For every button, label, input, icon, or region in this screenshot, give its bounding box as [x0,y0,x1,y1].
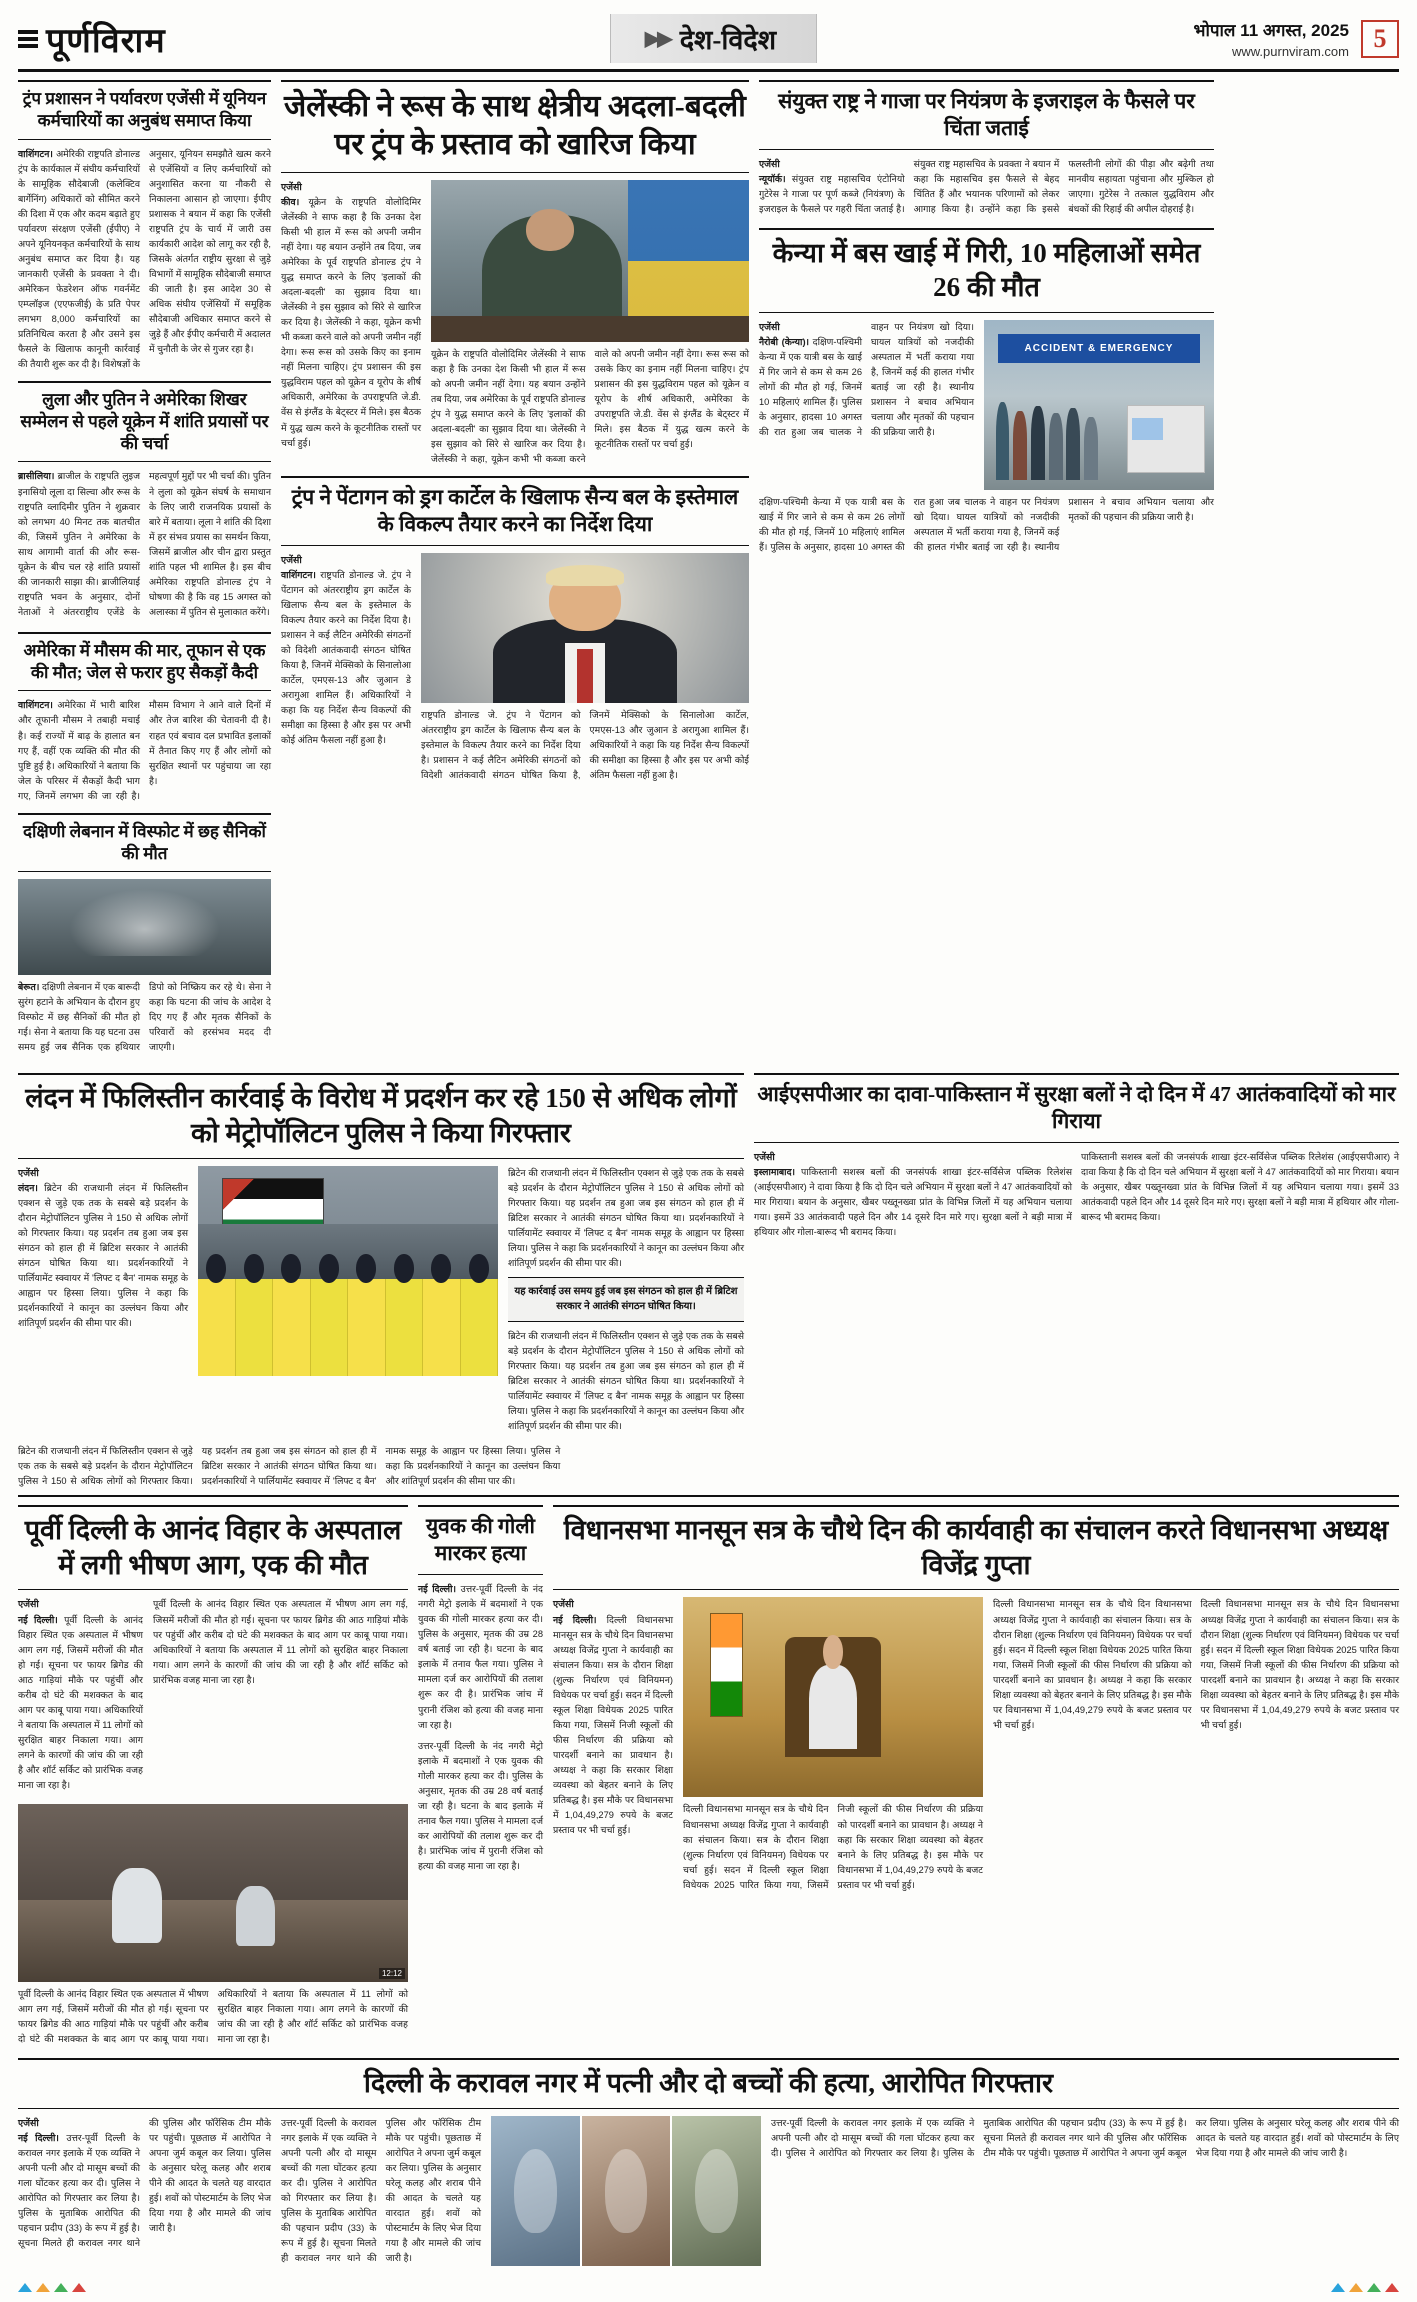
column-center [281,80,749,1067]
text-epa-union: अमेरिकी राष्ट्रपति डोनाल्ड ट्रंप के कार्यकाल में संघीय कर्मचारियों के सामूहिक सौदेबाजी (कलेक्टिव बार्गेनिंग) अधिकारों को सीमित करने की दिशा में एक और कदम बढ़ाते हुए पर्यावरण संरक्षण एजेंसी (ईपीए) ने अपने यूनियनकृत कर्मचारियों के साथ अनुबंध समाप्त कर दिया है। यह जानकारी एजेंसी के प्रवक्ता ने दी। अमेरिकन फेडरेशन ऑफ गवर्नमेंट एम्प्लॉइज (एएफजीई) के प्रति पेपर लगभग 8,000 कर्मचारियों का प्रतिनिधित्व करता है और उसने इस फैसले के खिलाफ कानूनी कार्रवाई की तैयारी शुरू कर दी है। विशेषज्ञों के अनुसार, यूनियन समझौते खत्म करने से एजेंसियों व लिए कर्मचारियों को अनुशासित करना या नौकरी से निकालना आसान हो जाएगा। ईपीए प्रशासक ने बयान में कहा कि एजेंसी राष्ट्रपति ट्रंप के चार्य में जारी उस कार्यकारी आदेश को लागू कर रही है, जिसके अंतर्गत राष्ट्रीय सुरक्षा से जुड़े विभागों में सामूहिक सौदेबाजी समाप्त की जाती है। इस आदेश 30 से अधिक संघीय एजेंसियों में समूहिक सौदेबाजी अधिकार समाप्त करने से जुड़े हैं और ईपीए कर्मचारी में अदालत में चुनौती के जेर से गुजर रहा है। [18,148,271,370]
headline-lebanon: दक्षिणी लेबनान में विस्फोट में छह सैनिकों की मौत [18,813,271,873]
top-grid [18,80,1399,1067]
text-pentagon-cont: राष्ट्रपति डोनाल्ड जे. ट्रंप ने पेंटागन को अंतरराष्ट्रीय ड्रग कार्टेल के खिलाफ सैन्य बल के इस्तेमाल के विकल्प तैयार करने का निर्देश दिया है। प्रशासन ने कई लैटिन अमेरिकी संगठनों को विदेशी आतंकवादी संगठन घोषित किया है, जिनमें मेक्सिको के सिनालोआ कार्टेल, एमएस-13 और जुआन डे अरागुआ शामिल हैं। अधिकारियों ने कहा कि यह निर्देश सैन्य विकल्पों की समीक्षा का हिस्सा है और इस पर अभी कोई अंतिम फैसला नहीं हुआ है। [421,709,749,781]
ispr-block [754,1073,1399,1489]
masthead-right [1079,18,1399,59]
column-right-pair [759,80,1214,1067]
body-zelensky-lead [281,180,421,451]
story-lula-putin [18,381,271,623]
karawal-photo-strip [491,2116,761,2266]
pentagon-top [281,553,749,786]
body-ispr [754,1150,1399,1240]
dateline-weather: वाशिंगटन। [18,700,53,711]
dateline-karawal: नई दिल्ली। [18,2132,59,2143]
dateline-epa-union: वाशिंगटन। [18,148,53,159]
dateline-delhi-fire: नई दिल्ली। [18,1614,58,1625]
body-london-right2 [508,1329,744,1434]
body-london-right [508,1166,744,1271]
dateline-un-gaza: न्यूयॉर्क। [759,173,786,184]
vidhansabha-block [553,1505,1399,2050]
headline-london: लंदन में फिलिस्तीन कार्रवाई के विरोध में प्रदर्शन कर रहे 150 से अधिक लोगों को मेट्रोपॉलिटन पुलिस ने किया गिरफ्तार [18,1073,744,1158]
body-karawal-3 [771,2116,1399,2163]
text-kenya-cont: दक्षिण-पश्चिमी केन्या में एक यात्री बस के खाई में गिर जाने से कम से कम 26 लोगों की मौत हो गई, जिनमें 10 महिलाएं शामिल हैं। पुलिस के अनुसार, हादसा 10 अगस्त की रात हुआ जब चालक ने वाहन पर नियंत्रण खो दिया। घायल यात्रियों को नजदीकी अस्पताल में भर्ती कराया गया है, जिनमें कई की हालत गंभीर बताई जा रही है। स्थानीय प्रशासन ने बचाव अभियान चलाया और मृतकों की पहचान की प्रक्रिया जारी है। [759,497,1214,553]
headline-epa-union: ट्रंप प्रशासन ने पर्यावरण एजेंसी में यूनियन कर्मचारियों का अनुबंध समाप्त किया [18,80,271,140]
body-london-lead [18,1166,188,1332]
trump-photo [421,553,749,703]
text-vidhansabha-under: दिल्ली विधानसभा मानसून सत्र के चौथे दिन विधानसभा अध्यक्ष विजेंद्र गुप्ता ने कार्यवाही का संचालन किया। सत्र के दौरान शिक्षा (शुल्क निर्धारण एवं विनियमन) विधेयक पर चर्चा हुई। सदन में दिल्ली स्कूल शिक्षा विधेयक 2025 पारित किया गया, जिसमें निजी स्कूलों की फीस निर्धारण की प्रक्रिया को पारदर्शी बनाने का प्रावधान है। अध्यक्ष ने कहा कि सरकार शिक्षा व्यवस्था को बेहतर बनाने के लिए प्रतिबद्ध है। इस मौके पर विधानसभा में 1,04,49,279 रुपये के बजट प्रस्ताव पर भी चर्चा हुई। [683,1804,983,1890]
triangle-red-icon-2 [1385,2283,1399,2292]
triangle-green-icon [54,2283,68,2292]
headline-youth-shot: युवक की गोली मारकर हत्या [418,1505,543,1575]
body-lula-putin [18,469,271,622]
column-left [18,80,271,1067]
body-pentagon-lead [281,553,411,749]
triangle-red-icon [72,2283,86,2292]
body-un-gaza [759,157,1214,219]
story-kenya-bus [759,228,1214,555]
delhi-fire-top [18,1597,408,1799]
kenya-top [759,320,1214,490]
body-delhi-fire-mid [153,1597,408,1687]
body-vidhansabha-lead [553,1597,673,1838]
triangle-orange-icon [36,2283,50,2292]
text-karawal: उत्तर-पूर्वी दिल्ली के करावल नगर इलाके में एक व्यक्ति ने अपनी पत्नी और दो मासूम बच्चों की गला घोंटकर हत्या कर दी। पुलिस ने आरोपित को गिरफ्तार कर लिया है। पुलिस के मुताबिक आरोपित की पहचान प्रदीप (33) के रूप में हुई है। सूचना मिलते ही करावल नगर थाने की पुलिस और फॉरेंसिक टीम मौके पर पहुंची। पूछताछ में आरोपित ने अपना जुर्म कबूल कर लिया। पुलिस के अनुसार घरेलू कलह और शराब पीने की आदत के चलते यह वारदात हुई। शवों को पोस्टमार्टम के लिए भेज दिया गया है और मामले की जांच जारी है। [18,2117,271,2249]
double-arrow-icon: ▶▶ [644,28,670,50]
dateline-zelensky: कीव। [281,196,300,207]
text-delhi-fire-bottom: पूर्वी दिल्ली के आनंद विहार स्थित एक अस्पताल में भीषण आग लग गई, जिसमें मरीजों की मौत हो गई। सूचना पर फायर ब्रिगेड की आठ गाड़ियां मौके पर पहुंचीं और करीब दो घंटे की मशक्कत के बाद आग पर काबू पाया गया। अधिकारियों ने बताया कि अस्पताल में 11 लोगों को सुरक्षित बाहर निकाला गया। आग लगने के कारणों की जांच की जा रही है और शॉर्ट सर्किट को प्रारंभिक वजह माना जा रहा है। [18,1989,408,2045]
triangle-green-icon-2 [1367,2283,1381,2292]
body-kenya-cont [759,495,1214,555]
text-kenya: दक्षिण-पश्चिमी केन्या में एक यात्री बस के खाई में गिर जाने से कम से कम 26 लोगों की मौत हो गई, जिनमें 10 महिलाएं शामिल हैं। पुलिस के अनुसार, हादसा 10 अगस्त की रात हुआ जब चालक ने वाहन पर नियंत्रण खो दिया। घायल यात्रियों को नजदीकी अस्पताल में भर्ती कराया गया है, जिनमें कई की हालत गंभीर बताई जा रही है। स्थानीय प्रशासन ने बचाव अभियान चलाया और मृतकों की पहचान की प्रक्रिया जारी है। [759,322,974,438]
body-lebanon [18,980,271,1058]
london-block [18,1073,744,1489]
body-epa-union [18,147,271,373]
text-ispr-2: पाकिस्तानी सशस्त्र बलों की जनसंपर्क शाखा इंटर-सर्विसेज पब्लिक रिलेशंस (आईएसपीआर) ने दावा किया है कि दो दिन चले अभियान में सुरक्षा बलों ने 47 आतंकवादियों को मार गिराया। बयान के अनुसार, खैबर पख्तूनख्वा प्रांत के विभिन्न जिलों में यह अभियान चलाया गया। इसमें 33 आतंकवादी पहले दिन और 14 दूसरे दिन मारे गए। सुरक्षा बलों ने बड़ी मात्रा में हथियार और गोला-बारूद भी बरामद किया। [1081,1152,1399,1223]
logo-bars-icon [18,30,38,48]
body-delhi-fire-bottom [18,1987,408,2050]
text-vidhansabha-right2: दिल्ली विधानसभा मानसून सत्र के चौथे दिन विधानसभा अध्यक्ष विजेंद्र गुप्ता ने कार्यवाही का संचालन किया। सत्र के दौरान शिक्षा (शुल्क निर्धारण एवं विनियमन) विधेयक पर चर्चा हुई। सदन में दिल्ली स्कूल शिक्षा विधेयक 2025 पारित किया गया, जिसमें निजी स्कूलों की फीस निर्धारण की प्रक्रिया को पारदर्शी बनाने का प्रावधान है। अध्यक्ष ने कहा कि सरकार शिक्षा व्यवस्था को बेहतर बनाने के लिए प्रतिबद्ध है। इस मौके पर विधानसभा में 1,04,49,279 रुपये के बजट प्रस्ताव पर भी चर्चा हुई। [1200,1599,1399,1730]
story-zelensky [281,80,749,467]
text-delhi-fire-mid: पूर्वी दिल्ली के आनंद विहार स्थित एक अस्पताल में भीषण आग लग गई, जिसमें मरीजों की मौत हो गई। सूचना पर फायर ब्रिगेड की आठ गाड़ियां मौके पर पहुंचीं और करीब दो घंटे की मशक्कत के बाद आग पर काबू पाया गया। अधिकारियों ने बताया कि अस्पताल में 11 लोगों को सुरक्षित बाहर निकाला गया। आग लगने के कारणों की जांच की जा रही है और शॉर्ट सर्किट को प्रारंभिक वजह माना जा रहा है। [153,1599,408,1685]
newspaper-title: पूर्णविराम [46,22,166,60]
assembly-photo [683,1597,983,1797]
page-number: 5 [1361,20,1399,58]
body-karawal-1 [18,2116,271,2251]
lebanon-photo [18,879,271,975]
masthead-left [18,16,348,62]
body-vidhansabha-right [993,1597,1399,1738]
delhi-fire-block [18,1505,408,2050]
photo-timestamp: 12:12 [379,1968,405,1979]
story-weather [18,632,271,804]
dateline-youth-shot: नई दिल्ली। [418,1584,457,1595]
text-youth-shot: उत्तर-पूर्वी दिल्ली के नंद नगरी मेट्रो इलाके में बदमाशों ने एक युवक की गोली मारकर हत्या कर दी। पुलिस के अनुसार, मृतक की उम्र 28 वर्ष बताई जा रही है। घटना के बाद इलाके में तनाव फैल गया। पुलिस ने मामला दर्ज कर आरोपियों की तलाश शुरू कर दी है। प्रारंभिक जांच में पुरानी रंजिश को हत्या की वजह माना जा रहा है। [418,1584,543,1730]
text-london-right: ब्रिटेन की राजधानी लंदन में फिलिस्तीन एक्शन से जुड़े एक तक के सबसे बड़े प्रदर्शन के दौरान मेट्रोपॉलिटन पुलिस ने 150 से अधिक लोगों को गिरफ्तार किया। यह प्रदर्शन तब हुआ जब इस संगठन को हाल ही में ब्रिटिश सरकार ने आतंकी संगठन घोषित किया था। प्रदर्शनकारियों ने पार्लियामेंट स्क्वायर में 'लिफ्ट द बैन' नामक समूह के आह्वान पर हिस्सा लिया। पुलिस ने कहा कि प्रदर्शनकारियों ने कानून का उल्लंघन किया और शांतिपूर्ण प्रदर्शन की सीमा पार की। [508,1167,744,1268]
body-weather [18,698,271,803]
agency-zelensky: एजेंसी [281,181,302,192]
dateline-pentagon: वाशिंगटन। [281,569,316,580]
agency-un-gaza: एजेंसी [759,158,780,169]
headline-kenya-bus: केन्या में बस खाई में गिरी, 10 महिलाओं समेत 26 की मौत [759,228,1214,313]
headline-lula-putin: लुला और पुतिन ने अमेरिका शिखर सम्मेलन से पहले यूक्रेन में शांति प्रयासों पर की चर्चा [18,381,271,462]
text-weather: अमेरिका में भारी बारिश और तूफानी मौसम ने तबाही मचाई है। कई राज्यों में बाढ़ के हालात बन गए हैं, वहीं एक व्यक्ति की मौत की पुष्टि हुई है। अधिकारियों ने बताया कि जेल के परिसर में सैकड़ों कैदी भाग गए, जिनमें लगभग की जा रही है। मौसम विभाग ने आने वाले दिनों में और तेज बारिश की चेतावनी दी है। राहत एवं बचाव दल प्रभावित इलाकों में तैनात किए गए हैं और लोगों को सुरक्षित स्थानों पर पहुंचाया जा रहा है। [18,700,271,801]
headline-karawal: दिल्ली के करावल नगर में पत्नी और दो बच्चों की हत्या, आरोपित गिरफ्तार [18,2058,1399,2109]
agency-vidhansabha: एजेंसी [553,1599,574,1610]
bottom-color-bar [18,2277,1399,2292]
text-london-right2: ब्रिटेन की राजधानी लंदन में फिलिस्तीन एक्शन से जुड़े एक तक के सबसे बड़े प्रदर्शन के दौरान मेट्रोपॉलिटन पुलिस ने 150 से अधिक लोगों को गिरफ्तार किया। यह प्रदर्शन तब हुआ जब इस संगठन को हाल ही में ब्रिटिश सरकार ने आतंकी संगठन घोषित किया था। प्रदर्शनकारियों ने पार्लियामेंट स्क्वायर में 'लिफ्ट द बैन' नामक समूह के आह्वान पर हिस्सा लिया। पुलिस ने कहा कि प्रदर्शनकारियों ने कानून का उल्लंघन किया और शांतिपूर्ण प्रदर्शन की सीमा पार की। [508,1330,744,1432]
headline-vidhansabha: विधानसभा मानसून सत्र के चौथे दिन की कार्यवाही का संचालन करते विधानसभा अध्यक्ष विजेंद्र गुप्ता [553,1505,1399,1590]
dateline-block [1194,18,1349,59]
headline-ispr: आईएसपीआर का दावा-पाकिस्तान में सुरक्षा बलों ने दो दिन में 47 आतंकवादियों को मार गिराया [754,1073,1399,1143]
dateline-ispr: इस्लामाबाद। [754,1167,796,1178]
headline-un-gaza: संयुक्त राष्ट्र ने गाजा पर नियंत्रण के इजराइल के फैसले पर चिंता जताई [759,80,1214,150]
dateline-lula-putin: ब्रासीलिया। [18,471,55,482]
masthead-center [348,14,1079,63]
body-kenya-lead [759,320,974,443]
zelensky-top [281,180,749,467]
london-quote-box: यह कार्रवाई उस समय हुई जब इस संगठन को हाल ही में ब्रिटिश सरकार ने आतंकी संगठन घोषित किया। [508,1277,744,1322]
headline-pentagon: ट्रंप ने पेंटागन को ड्रग कार्टेल के खिलाफ सैन्य बल के इस्तेमाल के विकल्प तैयार करने का निर्देश दिया [281,476,749,546]
place-date: भोपाल 11 अगस्त, 2025 [1193,21,1349,40]
body-zelensky-cont [431,347,749,467]
agency-karawal: एजेंसी [18,2117,39,2128]
text-delhi-fire: पूर्वी दिल्ली के आनंद विहार स्थित एक अस्पताल में भीषण आग लग गई, जिसमें मरीजों की मौत हो गई। सूचना पर फायर ब्रिगेड की आठ गाड़ियां मौके पर पहुंचीं और करीब दो घंटे की मशक्कत के बाद आग पर काबू पाया गया। अधिकारियों ने बताया कि अस्पताल में 11 लोगों को सुरक्षित बाहर निकाला गया। आग लगने के कारणों की जांच की जा रही है और शॉर्ट सर्किट को प्रारंभिक वजह माना जा रहा है। [18,1614,143,1791]
story-epa-union [18,80,271,372]
text-vidhansabha: दिल्ली विधानसभा मानसून सत्र के चौथे दिन विधानसभा अध्यक्ष विजेंद्र गुप्ता ने कार्यवाही का संचालन किया। सत्र के दौरान शिक्षा (शुल्क निर्धारण एवं विनियमन) विधेयक पर चर्चा हुई। सदन में दिल्ली स्कूल शिक्षा विधेयक 2025 पारित किया गया, जिसमें निजी स्कूलों की फीस निर्धारण की प्रक्रिया को पारदर्शी बनाने का प्रावधान है। अध्यक्ष ने कहा कि सरकार शिक्षा व्यवस्था को बेहतर बनाने के लिए प्रतिबद्ध है। इस मौके पर विधानसभा में 1,04,49,279 रुपये के बजट प्रस्ताव पर भी चर्चा हुई। [553,1614,673,1836]
agency-ispr: एजेंसी [754,1152,775,1163]
body-youth-shot [418,1582,543,1880]
text-un-gaza: संयुक्त राष्ट्र महासचिव एंटोनियो गुटेरेस ने गाजा पर पूर्ण कब्जे (नियंत्रण) के इजराइल के फैसले पर गहरी चिंता जताई है। संयुक्त राष्ट्र महासचिव के प्रवक्ता ने बयान में कहा कि महासचिव इस फैसले से बेहद चिंतित हैं और भयानक परिणामों को लेकर आगाह किया है। उन्होंने कहा कि इससे फलस्तीनी लोगों की पीड़ा और बढ़ेगी तथा मानवीय सहायता पहुंचाना और मुश्किल हो जाएगा। गुटेरेस ने तत्काल युद्धविराम और बंधकों की रिहाई की अपील दोहराई है। [759,158,1214,214]
text-pentagon: राष्ट्रपति डोनाल्ड जे. ट्रंप ने पेंटागन को अंतरराष्ट्रीय ड्रग कार्टेल के खिलाफ सैन्य बल के इस्तेमाल के विकल्प तैयार करने का निर्देश दिया है। प्रशासन ने कई लैटिन अमेरिकी संगठनों को विदेशी आतंकवादी संगठन घोषित किया है, जिनमें मेक्सिको के सिनालोआ कार्टेल, एमएस-13 और जुआन डे अरागुआ शामिल हैं। अधिकारियों ने कहा कि यह निर्देश सैन्य विकल्पों की समीक्षा का हिस्सा है और इस पर अभी कोई अंतिम फैसला नहीं हुआ है। [281,569,412,746]
text-lebanon: दक्षिणी लेबनान में एक बारूदी सुरंग हटाने के अभियान के दौरान हुए विस्फोट में छह सैनिकों की मौत हो गई। सेना ने बताया कि यह घटना उस समय हुई जब सैनिक एक हथियार डिपो को निष्क्रिय कर रहे थे। सेना ने कहा कि घटना की जांच के आदेश दे दिए गए हैं और मृतक सैनिकों के परिवारों को हरसंभव मदद दी जाएगी। [18,982,271,1053]
triangle-blue-icon [18,2283,32,2292]
triangle-orange-icon-2 [1349,2283,1363,2292]
agency-pentagon: एजेंसी [281,554,302,565]
website-url: www.purnviram.com [1231,44,1349,59]
emergency-sign-text: ACCIDENT & EMERGENCY [998,334,1200,363]
text-london: ब्रिटेन की राजधानी लंदन में फिलिस्तीन एक्शन से जुड़े एक तक के सबसे बड़े प्रदर्शन के दौरान मेट्रोपॉलिटन पुलिस ने 150 से अधिक लोगों को गिरफ्तार किया। यह प्रदर्शन तब हुआ जब इस संगठन को हाल ही में ब्रिटिश सरकार ने आतंकी संगठन घोषित किया था। प्रदर्शनकारियों ने पार्लियामेंट स्क्वायर में 'लिफ्ट द बैन' नामक समूह के आह्वान पर हिस्सा लिया। पुलिस ने कहा कि प्रदर्शनकारियों ने कानून का उल्लंघन किया और शांतिपूर्ण प्रदर्शन की सीमा पार की। [18,1182,188,1329]
text-ispr: पाकिस्तानी सशस्त्र बलों की जनसंपर्क शाखा इंटर-सर्विसेज पब्लिक रिलेशंस (आईएसपीआर) ने दावा किया है कि दो दिन चले अभियान में सुरक्षा बलों ने 47 आतंकवादियों को मार गिराया। बयान के अनुसार, खैबर पख्तूनख्वा प्रांत के विभिन्न जिलों में यह अभियान चलाया गया। इसमें 33 आतंकवादी पहले दिन और 14 दूसरे दिन मारे गए। सुरक्षा बलों ने बड़ी मात्रा में हथियार और गोला-बारूद भी बरामद किया। [754,1167,1072,1238]
agency-london: एजेंसी [18,1167,39,1178]
body-delhi-fire-lead [18,1597,143,1793]
body-karawal-2 [281,2116,481,2269]
divider-rule [18,1495,1399,1497]
london-protest-photo [198,1166,498,1376]
story-un-gaza [759,80,1214,219]
body-pentagon-cont [421,708,749,786]
dateline-lebanon: बेरूत। [18,982,40,993]
text-london-bottom: ब्रिटेन की राजधानी लंदन में फिलिस्तीन एक्शन से जुड़े एक तक के सबसे बड़े प्रदर्शन के दौरान मेट्रोपॉलिटन पुलिस ने 150 से अधिक लोगों को गिरफ्तार किया। यह प्रदर्शन तब हुआ जब इस संगठन को हाल ही में ब्रिटिश सरकार ने आतंकी संगठन घोषित किया था। प्रदर्शनकारियों ने पार्लियामेंट स्क्वायर में 'लिफ्ट द बैन' नामक समूह के आह्वान पर हिस्सा लिया। पुलिस ने कहा कि प्रदर्शनकारियों ने कानून का उल्लंघन किया और शांतिपूर्ण प्रदर्शन की सीमा पार की। [18,1446,561,1487]
youth-shot-block [418,1505,543,2050]
masthead [18,14,1399,72]
delhi-fire-photo [18,1804,408,1982]
karawal-grid [18,2116,1399,2269]
headline-delhi-fire: पूर्वी दिल्ली के आनंद विहार के अस्पताल में लगी भीषण आग, एक की मौत [18,1505,408,1590]
body-london-bottom [18,1444,744,1489]
london-top [18,1166,744,1441]
section-label-text: देश-विदेश [679,25,777,55]
story-lebanon [18,813,271,1059]
dateline-london: लंदन। [18,1182,38,1193]
text-vidhansabha-right: दिल्ली विधानसभा मानसून सत्र के चौथे दिन विधानसभा अध्यक्ष विजेंद्र गुप्ता ने कार्यवाही का संचालन किया। सत्र के दौरान शिक्षा (शुल्क निर्धारण एवं विनियमन) विधेयक पर चर्चा हुई। सदन में दिल्ली स्कूल शिक्षा विधेयक 2025 पारित किया गया, जिसमें निजी स्कूलों की फीस निर्धारण की प्रक्रिया को पारदर्शी बनाने का प्रावधान है। अध्यक्ष ने कहा कि सरकार शिक्षा व्यवस्था को बेहतर बनाने के लिए प्रतिबद्ध है। इस मौके पर विधानसभा में 1,04,49,279 रुपये के बजट प्रस्ताव पर भी चर्चा हुई। [993,1599,1192,1730]
zelensky-photo [431,180,749,342]
headline-weather: अमेरिका में मौसम की मार, तूफान से एक की मौत; जेल से फरार हुए सैकड़ों कैदी [18,632,271,692]
headline-zelensky: जेलेंस्की ने रूस के साथ क्षेत्रीय अदला-बदली पर ट्रंप के प्रस्ताव को खारिज किया [281,80,749,173]
triangle-blue-icon-2 [1331,2283,1345,2292]
lower-band [18,1505,1399,2050]
text-youth-shot-2: उत्तर-पूर्वी दिल्ली के नंद नगरी मेट्रो इलाके में बदमाशों ने एक युवक की गोली मारकर हत्या कर दी। पुलिस के अनुसार, मृतक की उम्र 28 वर्ष बताई जा रही है। घटना के बाद इलाके में तनाव फैल गया। पुलिस ने मामला दर्ज कर आरोपियों की तलाश शुरू कर दी है। प्रारंभिक जांच में पुरानी रंजिश को हत्या की वजह माना जा रहा है। [418,1740,543,1871]
vidhansabha-top [553,1597,1399,1895]
text-zelensky-cont: यूक्रेन के राष्ट्रपति वोलोदिमिर जेलेंस्की ने साफ कहा है कि उनका देश किसी भी हाल में रूस को अपनी जमीन नहीं देगा। यह बयान उन्होंने तब दिया, जब अमेरिका के पूर्व राष्ट्रपति डोनाल्ड ट्रंप ने युद्ध समाप्त करने के लिए 'इलाकों की अदला-बदली' का सुझाव दिया था। जेलेंस्की ने इस सुझाव को सिरे से खारिज कर दिया है। जेलेंस्की ने कहा, यूक्रेन कभी भी कब्जा करने वाले को अपनी जमीन नहीं देगा। रूस रूस को उसके किए का इनाम नहीं मिलना चाहिए। ट्रंप प्रशासन की इस युद्धविराम पहल को यूक्रेन व यूरोप के शीर्ष अधिकारी, अमेरिका के उपराष्ट्रपति जे.डी. वेंस से इंग्लैंड के बेट्स्टर में मिले। इस बैठक में युद्ध खत्म करने के कूटनीतिक रास्तों पर चर्चा हुई। [431,348,749,465]
text-karawal-3: उत्तर-पूर्वी दिल्ली के करावल नगर इलाके में एक व्यक्ति ने अपनी पत्नी और दो मासूम बच्चों की गला घोंटकर हत्या कर दी। पुलिस ने आरोपित को गिरफ्तार कर लिया है। पुलिस के मुताबिक आरोपित की पहचान प्रदीप (33) के रूप में हुई है। सूचना मिलते ही करावल नगर थाने की पुलिस और फॉरेंसिक टीम मौके पर पहुंची। पूछताछ में आरोपित ने अपना जुर्म कबूल कर लिया। पुलिस के अनुसार घरेलू कलह और शराब पीने की आदत के चलते यह वारदात हुई। शवों को पोस्टमार्टम के लिए भेज दिया गया है और मामले की जांच जारी है। [771,2117,1399,2158]
text-zelensky: यूक्रेन के राष्ट्रपति वोलोदिमिर जेलेंस्की ने साफ कहा है कि उनका देश किसी भी हाल में रूस को अपनी जमीन नहीं देगा। यह बयान उन्होंने तब दिया, जब अमेरिका के पूर्व राष्ट्रपति डोनाल्ड ट्रंप ने युद्ध समाप्त करने के लिए 'इलाकों की अदला-बदली' का सुझाव दिया था। जेलेंस्की ने इस सुझाव को सिरे से खारिज कर दिया है। जेलेंस्की ने कहा, यूक्रेन कभी भी कब्जा करने वाले को अपनी जमीन नहीं देगा। रूस रूस को उसके किए का इनाम नहीं मिलना चाहिए। ट्रंप प्रशासन की इस युद्धविराम पहल को यूक्रेन व यूरोप के शीर्ष अधिकारी, अमेरिका के उपराष्ट्रपति जे.डी. वेंस से इंग्लैंड के बेट्स्टर में मिले। इस बैठक में युद्ध खत्म करने के कूटनीतिक रास्तों पर चर्चा हुई। [281,196,421,448]
body-vidhansabha-under [683,1802,983,1895]
karawal-murder-block [18,2058,1399,2269]
story-pentagon [281,476,749,786]
agency-delhi-fire: एजेंसी [18,1599,39,1610]
agency-kenya: एजेंसी [759,322,780,333]
text-karawal-2: उत्तर-पूर्वी दिल्ली के करावल नगर इलाके में एक व्यक्ति ने अपनी पत्नी और दो मासूम बच्चों की गला घोंटकर हत्या कर दी। पुलिस ने आरोपित को गिरफ्तार कर लिया है। पुलिस के मुताबिक आरोपित की पहचान प्रदीप (33) के रूप में हुई है। सूचना मिलते ही करावल नगर थाने की पुलिस और फॉरेंसिक टीम मौके पर पहुंची। पूछताछ में आरोपित ने अपना जुर्म कबूल कर लिया। पुलिस के अनुसार घरेलू कलह और शराब पीने की आदत के चलते यह वारदात हुई। शवों को पोस्टमार्टम के लिए भेज दिया गया है और मामले की जांच जारी है। [281,2117,481,2264]
section-label [610,14,817,63]
text-lula-putin: ब्राजील के राष्ट्रपति लुइज इनासियो लूला दा सिल्वा और रूस के राष्ट्रपति व्लादिमीर पुतिन ने शुक्रवार को लगभग 40 मिनट तक बातचीत की, जिसमें पुतिन ने अमेरिका के साथ आगामी वार्ता की और रूस-यूक्रेन के बीच चल रहे शांति प्रयासों की जानकारी साझा की। ब्राजीलियाई राष्ट्रपति भवन के अनुसार, दोनों नेताओं ने अंतरराष्ट्रीय एजेंडे के महत्वपूर्ण मुद्दों पर भी चर्चा की। पुतिन ने लुला को यूक्रेन संघर्ष के समाधान के लिए जारी राजनयिक प्रयासों के बारे में बताया। लूला ने शांति की दिशा में हर संभव प्रयास का समर्थन किया, जिसमें ब्राजील और चीन द्वारा प्रस्तुत शांति पहल भी शामिल है। इस बीच अमेरिका राष्ट्रपति डोनाल्ड ट्रंप ने घोषणा की है कि वह 15 अगस्त को अलास्का में पुतिन से मुलाकात करेंगे। [18,471,271,617]
middle-band [18,1073,1399,1489]
dateline-vidhansabha: नई दिल्ली। [553,1614,597,1625]
dateline-kenya: नैरोबी (केन्या)। [759,337,810,348]
kenya-hospital-photo [984,320,1214,490]
